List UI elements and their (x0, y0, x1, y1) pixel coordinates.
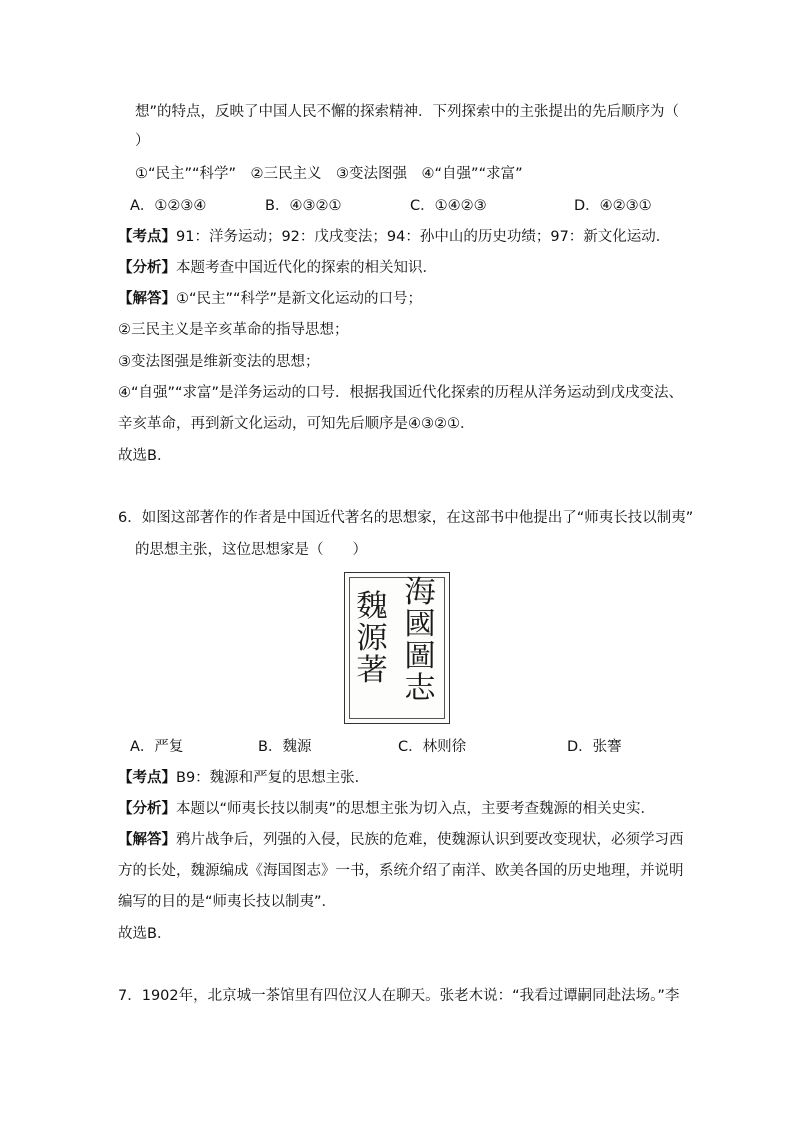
q5-stem-line1: 想”的特点，反映了中国人民不懈的探索精神．下列探索中的主张提出的先后顺序为（ (135, 104, 680, 120)
q5-answer: 故选B． (118, 448, 172, 464)
book-author-char-2: 源 (356, 621, 388, 656)
q5-fenxi (118, 258, 437, 278)
jieda-tag: 【解答】 (118, 291, 176, 307)
q5-jieda-line1: ①“民主”“科学”是新文化运动的口号； (176, 291, 423, 307)
q6-answer: 故选B． (118, 926, 172, 942)
fenxi-tag: 【分析】 (118, 260, 176, 276)
q5-items: ①“民主”“科学” ②三民主义 ③变法图强 ④“自强”“求富” (135, 166, 523, 182)
kaodian-tag: 【考点】 (118, 770, 176, 786)
q5-jieda-line2: ②三民主义是辛亥革命的指导思想； (118, 322, 349, 338)
q6-stem-line1: 6．如图这部著作的作者是中国近代著名的思想家，在这部书中他提出了“师夷长技以制夷” (118, 510, 694, 526)
q6-kaodian-text: B9：魏源和严复的思想主张． (176, 770, 370, 786)
q6-fenxi (118, 799, 655, 819)
q5-kaodian-text: 91：洋务运动；92：戊戌变法；94：孙中山的历史功绩；97：新文化运动． (176, 229, 671, 245)
q6-jieda-line2: 方的长处，魏源编成《海国图志》一书，系统介绍了南洋、欧美各国的历史地理，并说明 (118, 863, 684, 879)
book-title-column-left (351, 591, 393, 687)
q5-option-b: B．④③②① (265, 198, 342, 214)
q6-option-b: B．魏源 (258, 739, 312, 755)
q5-jieda-line3: ③变法图强是维新变法的思想； (118, 354, 320, 370)
q5-option-d: D．④②③① (574, 198, 652, 214)
book-author-char-3: 著 (356, 653, 388, 688)
q6-fenxi-text: 本题以“师夷长技以制夷”的思想主张为切入点，主要考查魏源的相关史实． (176, 801, 656, 817)
book-title-char-1: 海 (404, 575, 436, 610)
jieda-tag: 【解答】 (118, 832, 176, 848)
q6-option-c: C．林则徐 (398, 739, 467, 755)
q5-jieda (118, 289, 422, 309)
q6-jieda-line1: 鸦片战争后，列强的入侵，民族的危难，使魏源认识到要改变现状，必须学习西 (176, 832, 684, 848)
q5-option-c: C．①④②③ (410, 198, 487, 214)
fenxi-tag: 【分析】 (118, 801, 176, 817)
q6-stem-line2: 的思想主张，这位思想家是（ ） (135, 542, 367, 558)
q6-option-d: D．张謇 (567, 739, 622, 755)
q6-option-a: A．严复 (130, 739, 184, 755)
book-title-char-2: 國 (404, 607, 436, 642)
q6-options (130, 737, 690, 757)
q5-option-a: A．①②③④ (130, 198, 207, 214)
q7-stem-line1: 7．1902年，北京城一茶馆里有四位汉人在聊天。张老木说：“我看过谭嗣同赴法场。”李 (118, 988, 680, 1004)
book-author-char-1: 魏 (356, 589, 388, 624)
q5-stem-line2: ） (135, 133, 150, 149)
q5-fenxi-text: 本题考查中国近代化的探索的相关知识． (176, 260, 437, 276)
q6-jieda-line3: 编写的目的是“师夷长技以制夷”． (118, 894, 337, 910)
q5-options (130, 196, 690, 216)
q5-jieda-line4: ④“自强”“求富”是洋务运动的口号．根据我国近代化探索的历程从洋务运动到戊戌变法、 (118, 385, 684, 401)
book-title-column-right (399, 577, 441, 705)
book-title-char-4: 志 (404, 671, 436, 706)
q6-jieda (118, 830, 684, 850)
kaodian-tag: 【考点】 (118, 229, 176, 245)
q5-jieda-line5: 辛亥革命，再到新文化运动，可知先后顺序是④③②①． (118, 416, 475, 432)
q6-kaodian (118, 768, 369, 788)
book-cover-image (344, 572, 450, 724)
book-title-char-3: 圖 (404, 639, 436, 674)
q5-kaodian (118, 227, 670, 247)
